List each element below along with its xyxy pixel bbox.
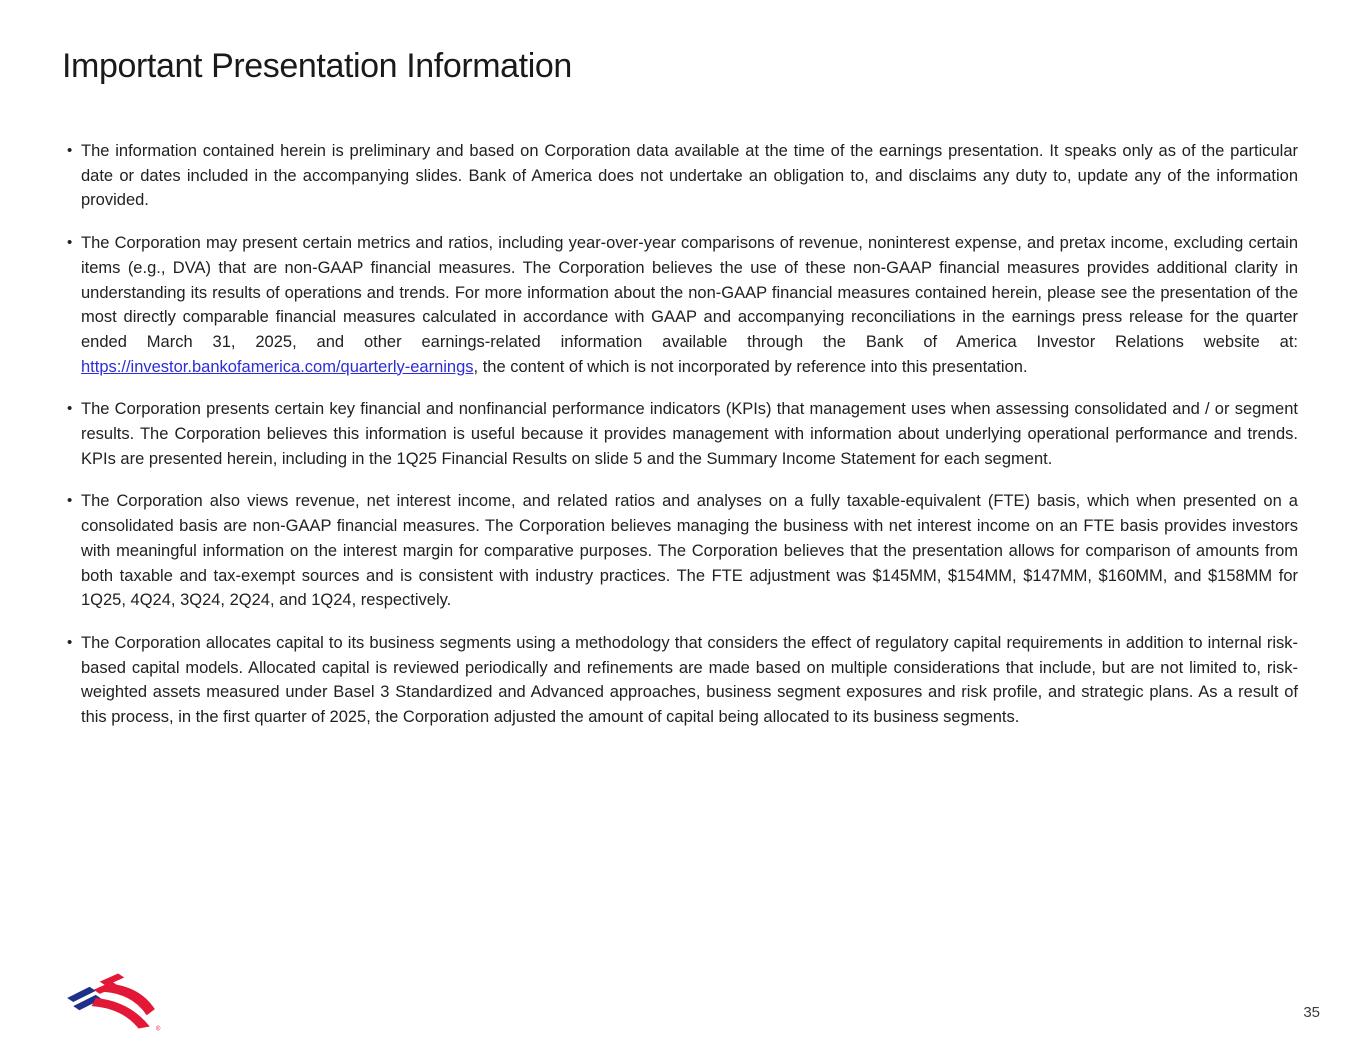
bullet-icon: •	[67, 633, 73, 651]
bullet-item-kpis	[67, 397, 1298, 471]
bullet-text-pre-link: The Corporation may present certain metrics and ratios, including year-over-year comparisons of revenue, noninterest expense, and pretax income, excluding certain items (e.g., DVA) that are non-GAAP financial measures. The Corporation believes the use of these non-GAAP financial measures provides additional clarity in understanding its results of operations and trends. For more information about the non-GAAP financial measures contained herein, please see the presentation of the most directly comparable financial measures calculated in accordance with GAAP and accompanying reconciliations in the earnings press release for the quarter ended March 31, 2025, and other earnings-related information available through the Bank of America Investor Relations website at:	[81, 234, 1298, 351]
bullet-text: The Corporation allocates capital to its business segments using a methodology that considers the effect of regulatory capital requirements in addition to internal risk-based capital models. Allocated capital is reviewed periodically and refinements are made based on multiple considerations that include, but are not limited to, risk-weighted assets measured under Basel 3 Standardized and Advanced approaches, business segment exposures and risk profile, and strategic plans. As a result of this process, in the first quarter of 2025, the Corporation adjusted the amount of capital being allocated to its business segments.	[81, 633, 1298, 727]
bullet-text-post-link: , the content of which is not incorporated by reference into this presentation.	[473, 357, 1028, 376]
disclaimer-list	[67, 139, 1298, 748]
page-number: 35	[1303, 1004, 1320, 1021]
bullet-icon: •	[67, 142, 73, 159]
bullet-item-non-gaap-measures	[67, 231, 1298, 379]
bullet-item-capital-allocation	[67, 631, 1298, 730]
bullet-text: The Corporation presents certain key financial and nonfinancial performance indicators (KPIs) that management uses when assessing consolidated and / or segment results. The Corporation believes this information is useful because it provides management with information about underlying operational performance and trends. KPIs are presented herein, including in the 1Q25 Financial Results on slide 5 and the Summary Income Statement for each segment.	[81, 400, 1298, 468]
quarterly-earnings-link[interactable]: https://investor.bankofamerica.com/quarterly-earnings	[81, 357, 474, 376]
registered-trademark-icon: ®	[155, 1025, 161, 1032]
bullet-text: The information contained herein is preliminary and based on Corporation data available at the time of the earnings presentation. It speaks only as of the particular date or dates included in the accompanying slides. Bank of America does not undertake an obligation to, and disclaims any duty to, update any of the information provided.	[81, 142, 1298, 210]
bullet-icon: •	[67, 400, 73, 418]
page-title: Important Presentation Information	[62, 47, 572, 85]
bullet-icon: •	[67, 492, 73, 510]
bullet-item-fte-basis	[67, 489, 1298, 613]
bank-of-america-logo-icon	[60, 968, 162, 1032]
bullet-item-preliminary-info	[67, 139, 1298, 213]
bullet-text: The Corporation also views revenue, net interest income, and related ratios and analyses on a fully taxable-equivalent (FTE) basis, which when presented on a consolidated basis are non-GAAP financial measures. The Corporation believes managing the business with net interest income on an FTE basis provides investors with meaningful information on the interest margin for comparative purposes. The Corporation believes that the presentation allows for comparison of amounts from both taxable and tax-exempt sources and is consistent with industry practices. The FTE adjustment was $145MM, $154MM, $147MM, $160MM, and $158MM for 1Q25, 4Q24, 3Q24, 2Q24, and 1Q24, respectively.	[81, 492, 1298, 610]
bullet-icon: •	[67, 234, 73, 252]
